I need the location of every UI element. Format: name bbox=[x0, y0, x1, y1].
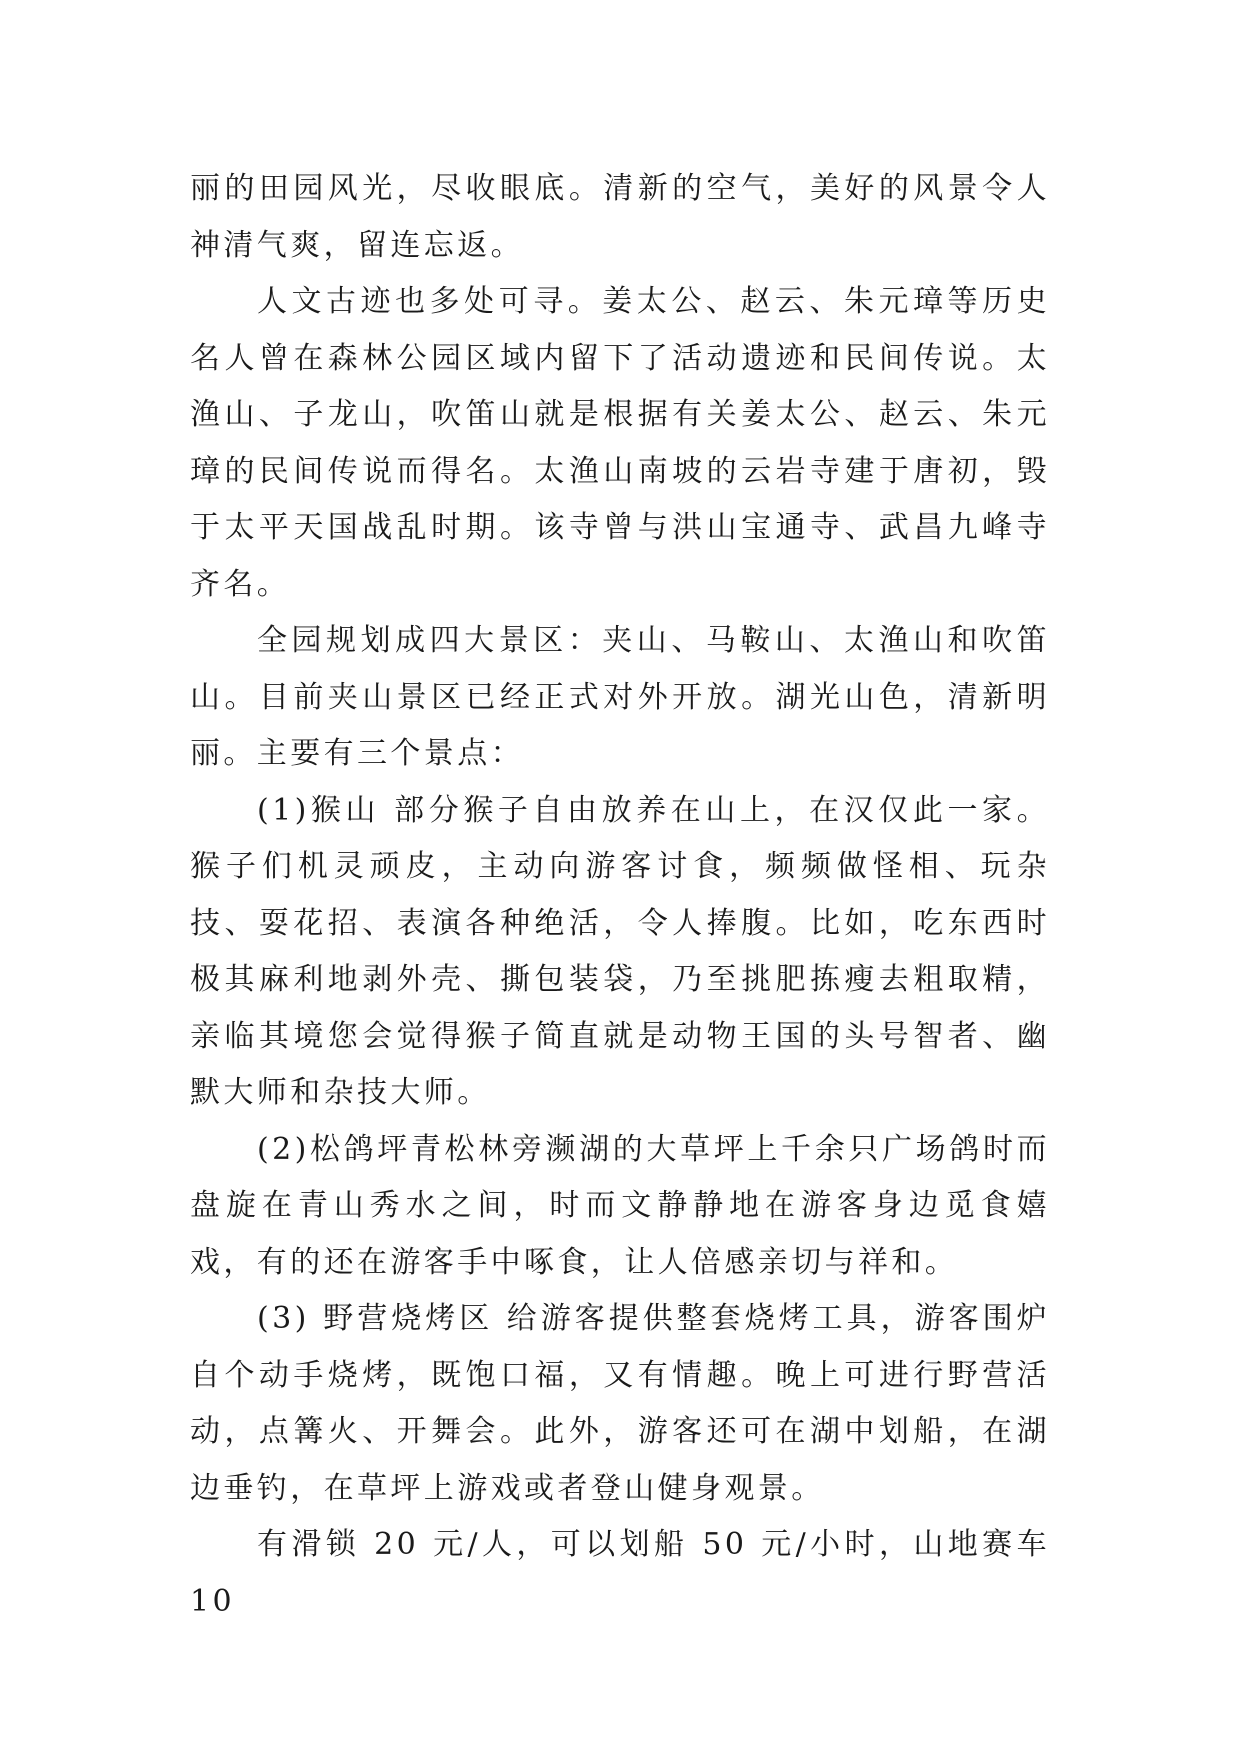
paragraph-historic-sites: 人文古迹也多处可寻。姜太公、赵云、朱元璋等历史名人曾在森林公园区域内留下了活动遗迹和民间传说。太渔山、子龙山，吹笛山就是根据有关姜太公、赵云、朱元璋的民间传说而得名。太渔山南坡的云岩寺建于唐初，毁于太平天国战乱时期。该寺曾与洪山宝通寺、武昌九峰寺齐名。 bbox=[190, 284, 1050, 602]
paragraph-pigeon-lawn: (2)松鸽坪青松林旁濒湖的大草坪上千余只广场鸽时而盘旋在青山秀水之间，时而文静静地在游客身边觅食嬉戏，有的还在游客手中啄食，让人倍感亲切与祥和。 bbox=[190, 1131, 1050, 1280]
paragraph-scenic-areas: 全园规划成四大景区：夹山、马鞍山、太渔山和吹笛山。目前夹山景区已经正式对外开放。湖光山色，清新明丽。主要有三个景点： bbox=[190, 623, 1050, 771]
document-body bbox=[190, 161, 1050, 1630]
paragraph-scenery-continuation: 丽的田园风光，尽收眼底。清新的空气，美好的风景令人神清气爽，留连忘返。 bbox=[190, 171, 1050, 263]
paragraph-bbq-area: (3) 野营烧烤区 给游客提供整套烧烤工具，游客围炉自个动手烧烤，既饱口福，又有情趣。晚上可进行野营活动，点篝火、开舞会。此外，游客还可在湖中划船，在湖边垂钓，在草坪上游戏或者登山健身观景。 bbox=[190, 1301, 1050, 1506]
paragraph-prices: 有滑锁 20 元/人，可以划船 50 元/小时，山地赛车 10 bbox=[190, 1527, 1050, 1619]
paragraph-monkey-hill: (1)猴山 部分猴子自由放养在山上，在汉仅此一家。猴子们机灵顽皮，主动向游客讨食，频频做怪相、玩杂技、耍花招、表演各种绝活，令人捧腹。比如，吃东西时极其麻利地剥外壳、撕包装袋，乃至挑肥拣瘦去粗取精，亲临其境您会觉得猴子简直就是动物王国的头号智者、幽默大师和杂技大师。 bbox=[190, 792, 1050, 1110]
